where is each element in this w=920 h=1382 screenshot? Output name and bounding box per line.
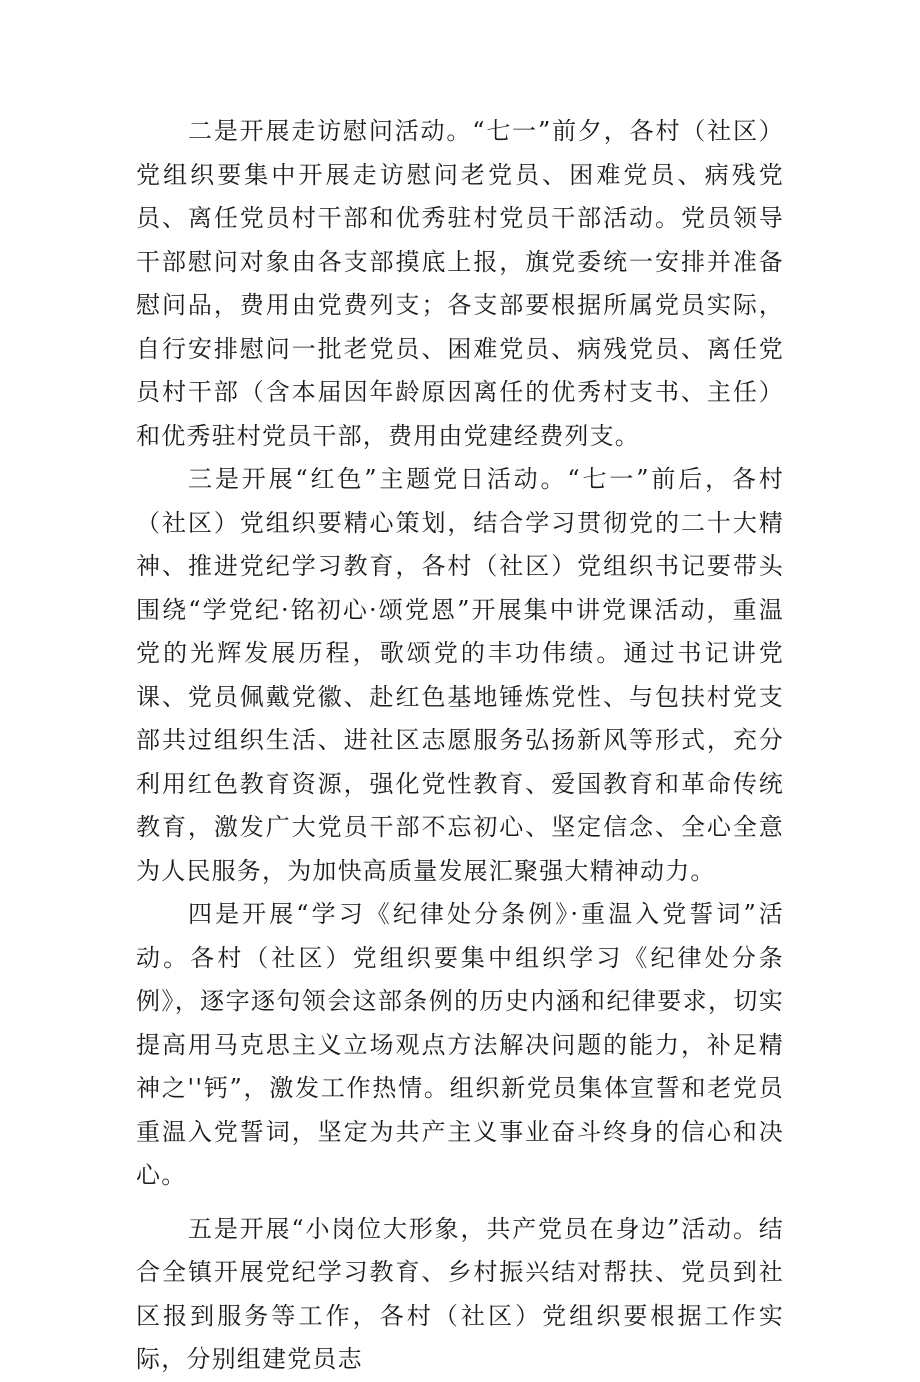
paragraph-red-theme-day: 三是开展“红色”主题党日活动。“七一”前后，各村（社区）党组织要精心策划，结合学习贯彻党的二十大精神、推进党纪学习教育，各村（社区）党组织书记要带头围绕“学党纪·铭初心·颂党恩”开展集中讲党课活动，重温党的光辉发展历程，歌颂党的丰功伟绩。通过书记讲党课、党员佩戴党徽、赴红色基地锤炼党性、与包扶村党支部共过组织生活、进社区志愿服务弘扬新风等形式，充分利用红色教育资源，强化党性教育、爱国教育和革命传统教育，激发广大党员干部不忘初心、坚定信念、全心全意为人民服务，为加快高质量发展汇聚强大精神动力。 bbox=[136, 465, 784, 885]
paragraph-small-post: 五是开展“小岗位大形象，共产党员在身边”活动。结合全镇开展党纪学习教育、乡村振兴结对帮扶、党员到社区报到服务等工作，各村（社区）党组织要根据工作实际，分别组建党员志 bbox=[136, 1214, 784, 1373]
paragraph-visits: 二是开展走访慰问活动。“七一”前夕，各村（社区）党组织要集中开展走访慰问老党员、困难党员、病残党员、离任党员村干部和优秀驻村党员干部活动。党员领导干部慰问对象由各支部摸底上报，旗党委统一安排并准备慰问品，费用由党费列支；各支部要根据所属党员实际，自行安排慰问一批老党员、困难党员、病残党员、离任党员村干部（含本届因年龄原因离任的优秀村支书、主任）和优秀驻村党员干部，费用由党建经费列支。 bbox=[136, 117, 784, 450]
paragraph-discipline-oath: 四是开展“学习《纪律处分条例》·重温入党誓词”活动。各村（社区）党组织要集中组织学习《纪律处分条例》，逐字逐句领会这部条例的历史内涵和纪律要求，切实提高用马克思主义立场观点方法解决问题的能力，补足精神之''钙”，激发工作热情。组织新党员集体宣誓和老党员重温入党誓词，坚定为共产主义事业奋斗终身的信心和决心。 bbox=[136, 900, 784, 1189]
